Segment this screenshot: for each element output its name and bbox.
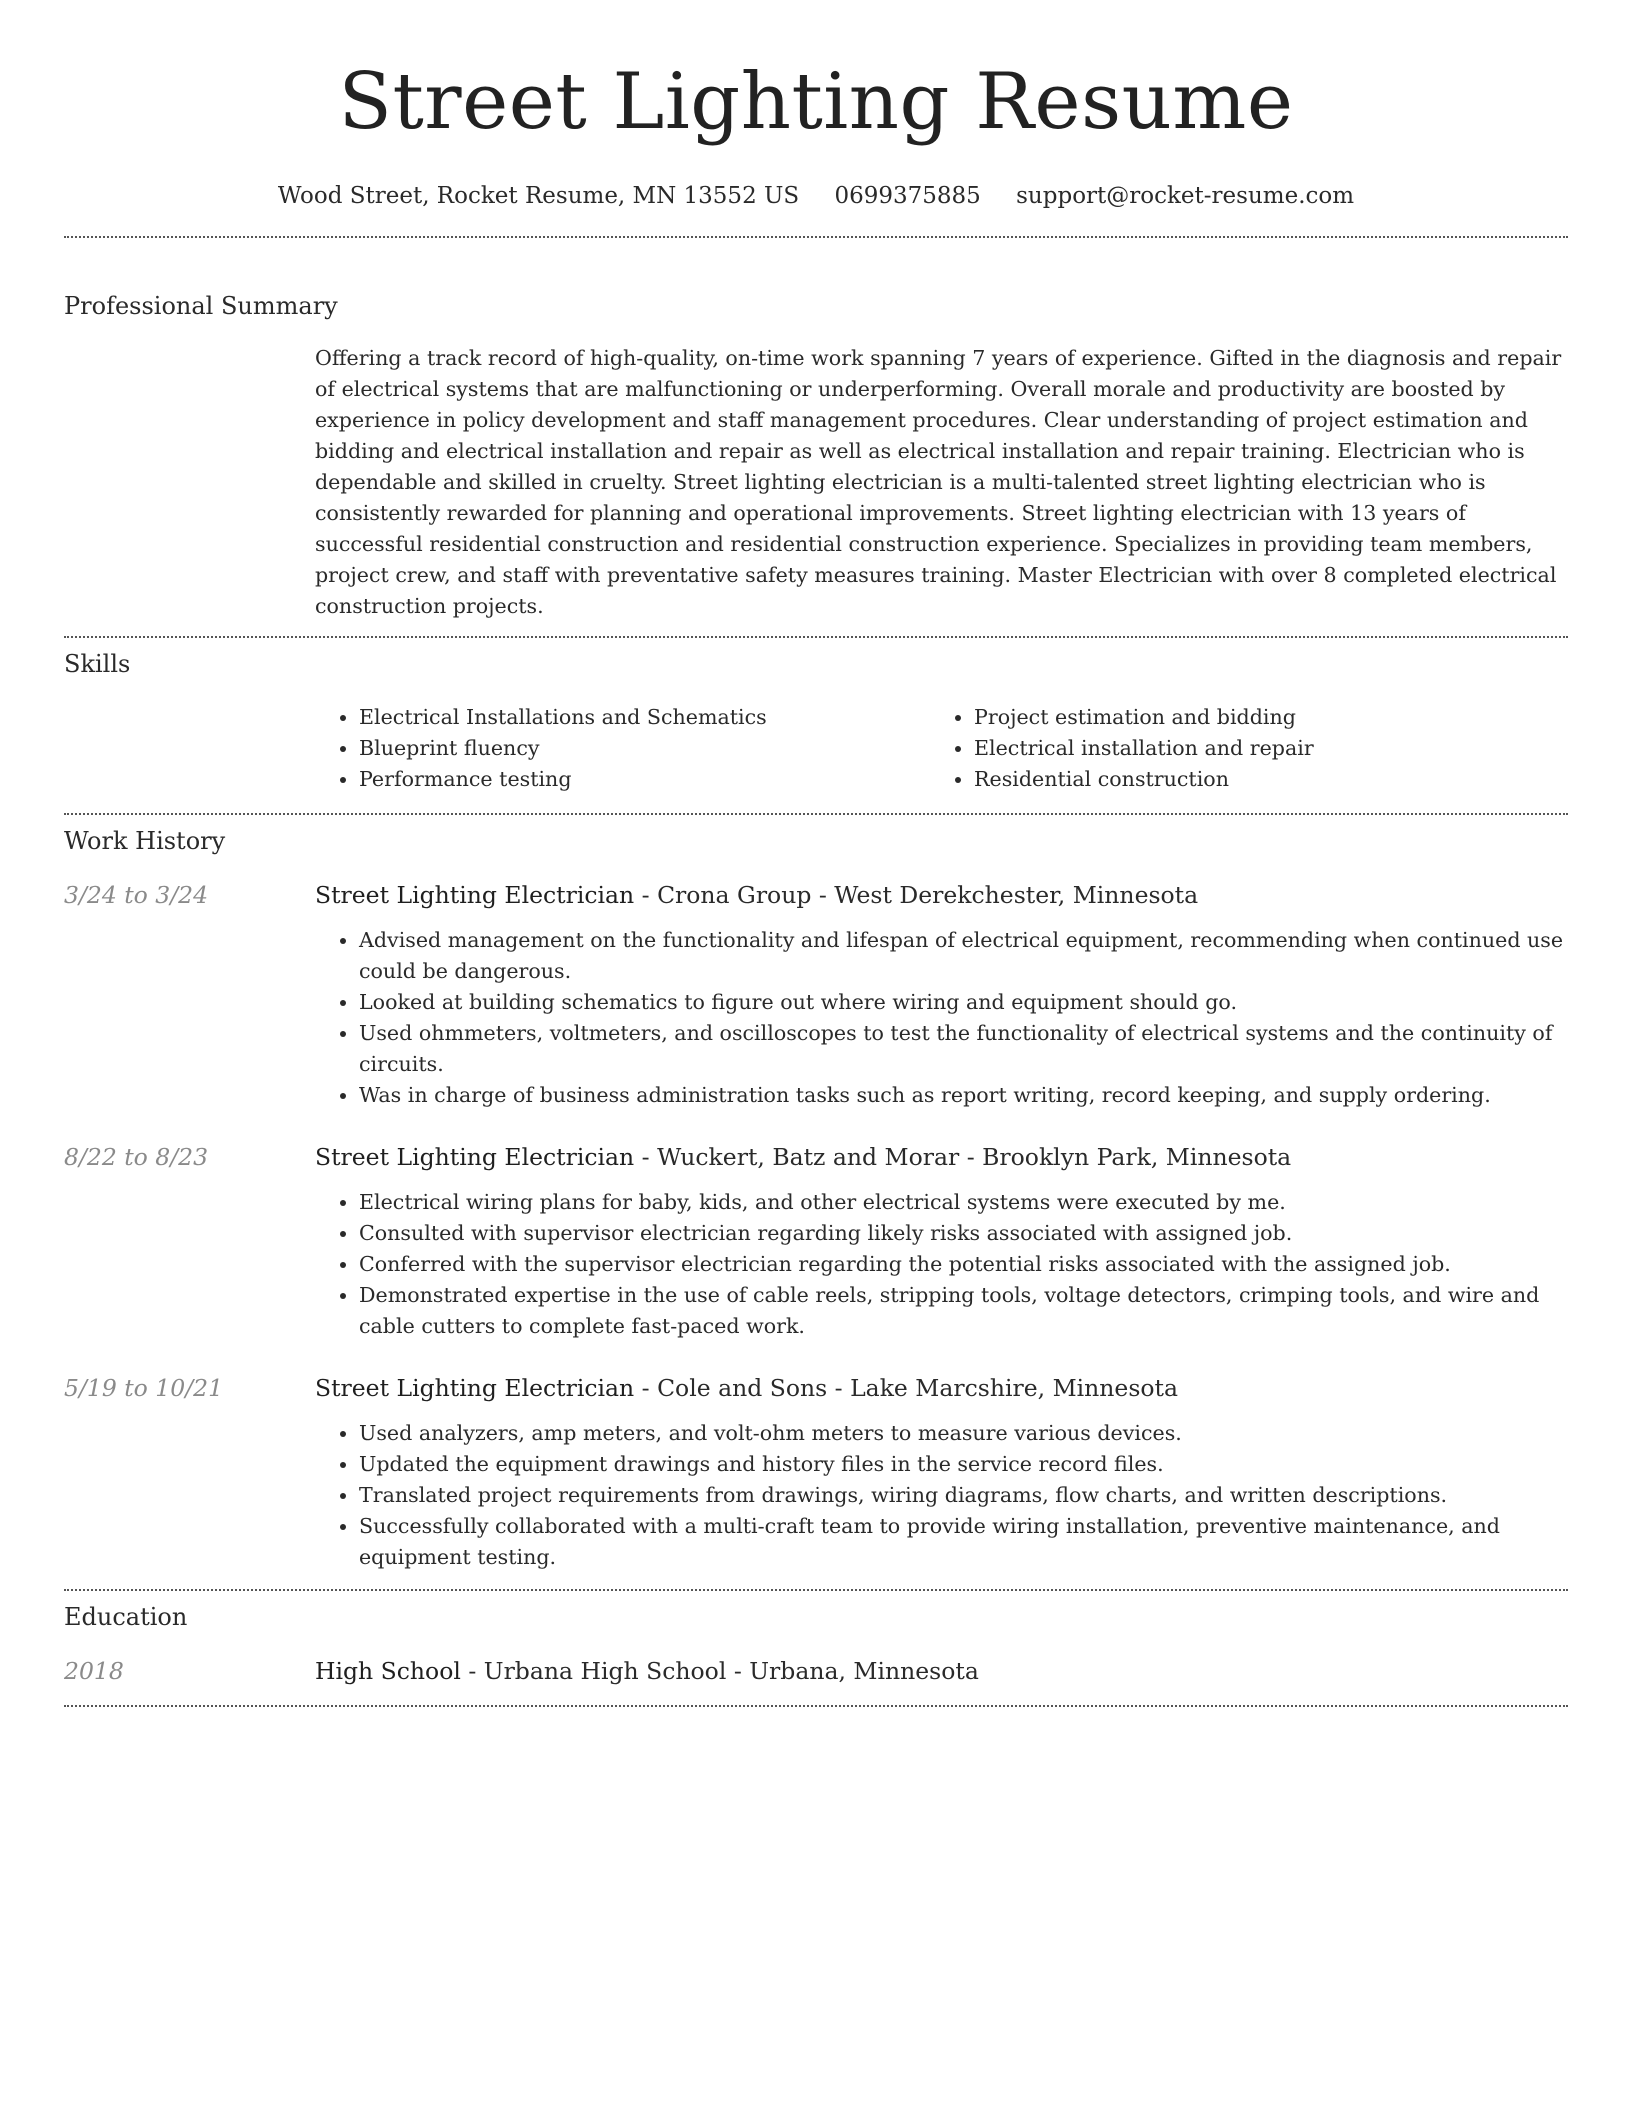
summary-text: Offering a track record of high-quality, on-time work spanning 7 years of experience. Gifted in the diagnosis and repair of electrical systems that are malfunctioning or underperforming. Overall morale and productivity are boosted by experience in policy development and staff management procedures. Clear understanding of project estimation and bidding and electrical installation and repair as well as electrical installation and repair training. Electrician who is dependable and skilled in cruelty. Street lighting electrician is a multi-talented street lighting electrician who is consistently rewarded for planning and operational improvements. Street lighting electrician with 13 years of successful residential construction and residential construction experience. Specializes in providing team members, project crew, and staff with preventative safety measures training. Master Electrician with over 8 completed electrical construction projects. xyxy=(315,346,1562,618)
job-bullet: • Updated the equipment drawings and history files in the service record files. xyxy=(359,1449,1568,1480)
skills-column-2 xyxy=(930,702,1545,795)
separator: - xyxy=(634,1374,658,1402)
job-bullet: • Used ohmmeters, voltmeters, and oscilloscopes to test the functionality of electrical systems and the continuity of circuits. xyxy=(359,1018,1568,1080)
job-bullet: • Consulted with supervisor electrician regarding likely risks associated with assigned job. xyxy=(359,1218,1568,1249)
contact-email: support@rocket-resume.com xyxy=(1016,183,1355,209)
section-title-skills: Skills xyxy=(64,650,131,678)
job-bullet: • Advised management on the functionality and lifespan of electrical equipment, recommending when continued use could be dangerous. xyxy=(359,925,1568,987)
separator: - xyxy=(811,881,835,909)
job-company: Wuckert, Batz and Morar xyxy=(657,1143,960,1171)
skill-item: • Blueprint fluency xyxy=(359,733,930,764)
contact-line xyxy=(64,180,1568,212)
job-location: West Derekchester, Minnesota xyxy=(834,881,1199,909)
education-date: 2018 xyxy=(64,1657,124,1685)
skill-item: • Project estimation and bidding xyxy=(974,702,1545,733)
skill-item: • Performance testing xyxy=(359,764,930,795)
skill-item: • Residential construction xyxy=(974,764,1545,795)
job-bullet: • Looked at building schematics to figure out where wiring and equipment should go. xyxy=(359,987,1568,1018)
job-bullets xyxy=(315,1187,1568,1342)
job-bullet: • Demonstrated expertise in the use of cable reels, stripping tools, voltage detectors, crimping tools, and wire and cable cutters to complete fast-paced work. xyxy=(359,1280,1568,1342)
separator: - xyxy=(460,1657,484,1685)
job-role: Street Lighting Electrician xyxy=(315,1143,635,1171)
skill-item: • Electrical Installations and Schematics xyxy=(359,702,930,733)
education-school: Urbana High School xyxy=(483,1657,727,1685)
education-section xyxy=(64,1591,1568,1687)
section-title-work: Work History xyxy=(64,827,226,855)
job-bullet: • Used analyzers, amp meters, and volt-ohm meters to measure various devices. xyxy=(359,1418,1568,1449)
skills-section xyxy=(64,638,1568,795)
job-heading xyxy=(315,879,1568,911)
job-entry xyxy=(64,879,1568,1111)
education-heading xyxy=(315,1655,1568,1687)
job-dates: 5/19 to 10/21 xyxy=(64,1374,224,1402)
job-role: Street Lighting Electrician xyxy=(315,1374,635,1402)
job-dates: 8/22 to 8/23 xyxy=(64,1143,209,1171)
work-section xyxy=(64,815,1568,1573)
education-entry xyxy=(64,1655,1568,1687)
job-entry xyxy=(64,1141,1568,1342)
separator: - xyxy=(827,1374,851,1402)
job-heading xyxy=(315,1372,1568,1404)
summary-section xyxy=(64,238,1568,622)
job-location: Lake Marcshire, Minnesota xyxy=(850,1374,1178,1402)
skills-column-1 xyxy=(315,702,930,795)
divider xyxy=(64,1705,1568,1707)
education-location: Urbana, Minnesota xyxy=(749,1657,979,1685)
skills-grid xyxy=(315,702,1568,795)
contact-phone: 0699375885 xyxy=(834,183,981,209)
job-location: Brooklyn Park, Minnesota xyxy=(982,1143,1292,1171)
job-bullet: • Conferred with the supervisor electrician regarding the potential risks associated with the assigned job. xyxy=(359,1249,1568,1280)
section-title-education: Education xyxy=(64,1603,188,1631)
job-role: Street Lighting Electrician xyxy=(315,881,635,909)
job-bullet: • Successfully collaborated with a multi-craft team to provide wiring installation, preventive maintenance, and equipment testing. xyxy=(359,1511,1568,1573)
contact-address: Wood Street, Rocket Resume, MN 13552 US xyxy=(277,183,800,209)
section-title-summary: Professional Summary xyxy=(64,292,338,320)
separator: - xyxy=(634,881,658,909)
skill-item: • Electrical installation and repair xyxy=(974,733,1545,764)
job-bullet: • Was in charge of business administration tasks such as report writing, record keeping, and supply ordering. xyxy=(359,1080,1568,1111)
job-bullets xyxy=(315,1418,1568,1573)
job-bullet: • Translated project requirements from drawings, wiring diagrams, flow charts, and written descriptions. xyxy=(359,1480,1568,1511)
job-company: Crona Group xyxy=(657,881,812,909)
separator: - xyxy=(634,1143,658,1171)
job-dates: 3/24 to 3/24 xyxy=(64,881,209,909)
separator: - xyxy=(726,1657,750,1685)
job-company: Cole and Sons xyxy=(657,1374,828,1402)
job-heading xyxy=(315,1141,1568,1173)
education-degree: High School xyxy=(315,1657,461,1685)
summary-content xyxy=(315,343,1568,622)
separator: - xyxy=(959,1143,983,1171)
resume-name: Street Lighting Resume xyxy=(338,57,1294,147)
job-bullet: • Electrical wiring plans for baby, kids, and other electrical systems were executed by me. xyxy=(359,1187,1568,1218)
job-bullets xyxy=(315,925,1568,1111)
job-entry xyxy=(64,1372,1568,1573)
